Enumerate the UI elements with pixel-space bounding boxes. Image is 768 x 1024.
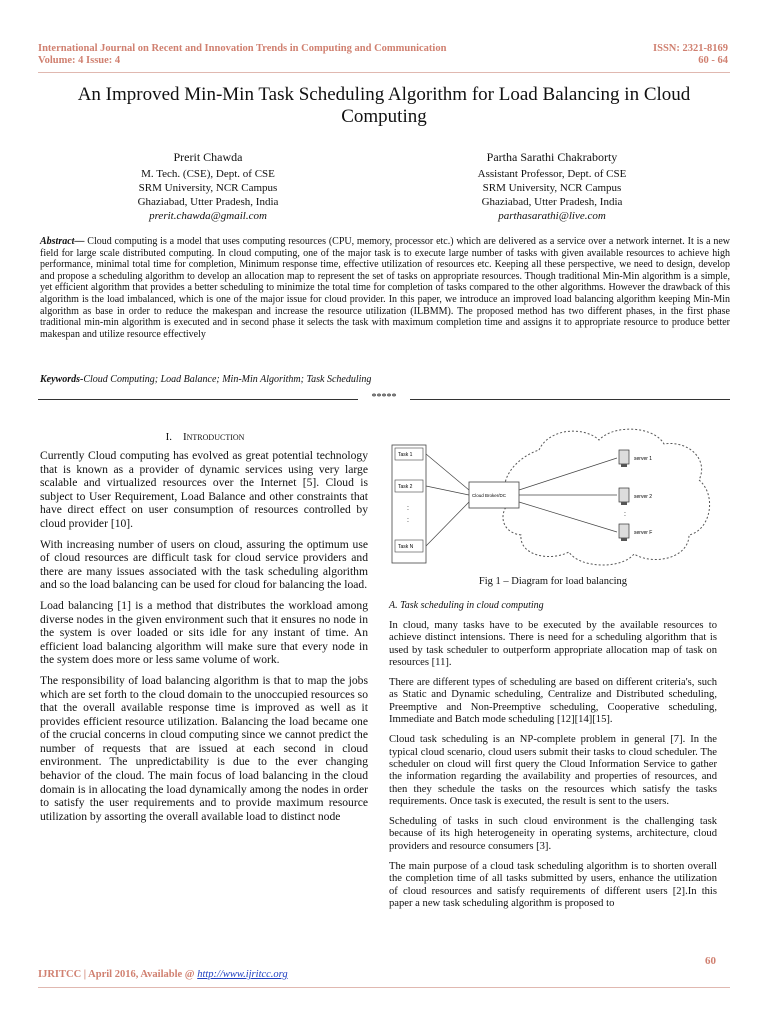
section-title: Introduction xyxy=(182,431,245,443)
author-affiliation: Assistant Professor, Dept. of CSE xyxy=(477,168,627,180)
divider-line-right xyxy=(410,399,730,400)
section-number: I. xyxy=(165,431,172,443)
load-balancing-diagram xyxy=(389,420,717,572)
broker-label: Cloud Broker/DC xyxy=(472,493,507,498)
connector-line xyxy=(426,502,469,546)
server-icon xyxy=(619,524,629,541)
abstract xyxy=(40,236,730,340)
footer-rule xyxy=(38,987,730,988)
abstract-text: Cloud computing is a model that uses computing resources (CPU, memory, processor etc.) which are delivered as a service over a network internet. It is a new field for large scale distributed computing. In cloud computing, one of the major task is to execute large number of tasks with given available resources to achieve high performance, minimal total time for completion, Minimum response time, effective utilization of resources etc. Keeping all these perspective, we need to design, develop and propose a scheduling algorithm to develop an allocation map to represent the set of tasks on appropriate resources. Though traditional Min-Min algorithm is a simple, yet efficient algorithm that provides a better scheduling to minimize the total time for completion of tasks compared to the other algorithms. However the drawback of this algorithm is the load imbalanced, which is one of the major issue for cloud provider. In this paper, we introduce an improved load balancing algorithm keeping Min-Min algorithm as base in order to reduce the makespan and increase the resource utilization (ILBMM). The proposed method has two different phases, in the first phase traditional min-min algorithm is executed and in second phase it selects the task with maximum completion time and assigns it to appropriate resource to produce better makespan and utilize resource effectively xyxy=(40,236,730,340)
task-label: Task 1 xyxy=(398,452,413,458)
paragraph: With increasing number of users on cloud, assuring the optimum use of cloud resources are difficult task for cloud service providers and there are many issues associated with the task scheduling algorithm and so the load balancing can be used for cloud for balancing the load. xyxy=(40,537,368,592)
subsection-heading: A. Task scheduling in cloud computing xyxy=(389,600,544,611)
author-affiliation: M. Tech. (CSE), Dept. of CSE xyxy=(141,168,275,180)
cloud-shape xyxy=(503,429,710,565)
connector-line xyxy=(426,486,469,495)
abstract-label: Abstract— xyxy=(40,236,85,247)
author-name: Partha Sarathi Chakraborty xyxy=(486,150,618,164)
task-label: Task N xyxy=(398,544,414,550)
paragraph: The responsibility of load balancing algorithm is that to map the jobs which are set forth to the cloud domain to the unoccupied resources so that the overall available response time is improved as well as it provides efficient resource utilization. Balancing the load became one of the crucial concerns in cloud computing since we cannot predict the number of requests that are issued at each second in cloud environment. The unpredictability is due to the ever changing behavior of the cloud. The main focus of load balancing in the cloud domain is in allocating the load dynamically among the nodes in order to satisfy the user requirements and to provide maximum resource utilization by assorting the overall available load to distinct node xyxy=(40,673,368,823)
author-email: prerit.chawda@gmail.com xyxy=(149,210,267,222)
journal-name: International Journal on Recent and Innovation Trends in Computing and Communication xyxy=(38,43,447,54)
author-email: parthasarathi@live.com xyxy=(498,210,606,222)
issn-block xyxy=(528,43,728,67)
paragraph: In cloud, many tasks have to be executed by the available resources to achieve distinct intensions. There is need for a scheduling algorithm that is used by task scheduler to outperform appropriate allocation map of task on resources [11]. xyxy=(389,620,717,668)
author-affiliation: SRM University, NCR Campus xyxy=(482,182,622,194)
paragraph: Scheduling of tasks in such cloud environment is the challenging task because of its high heterogeneity in operating systems, architecture, cloud providers and resource consumers [3]. xyxy=(389,816,717,852)
section-heading xyxy=(40,431,370,443)
right-column xyxy=(389,620,717,918)
footer-text: IJRITCC | April 2016, Available @ xyxy=(38,969,198,980)
keywords-label: Keywords- xyxy=(40,374,84,385)
paragraph: Currently Cloud computing has evolved as great potential technology that is known as a provider of dynamic services using very large scalable and virtualized resources over the Internet [5]. Cloud is subject to User Requirement, Load Balance and other constraints that have direct effect on user consumption of resources controlled by cloud provider [10]. xyxy=(40,449,368,530)
divider-stars: ***** xyxy=(371,392,397,403)
issn: ISSN: 2321-8169 xyxy=(653,43,728,54)
divider-line-left xyxy=(38,399,358,400)
ellipsis-dots: : xyxy=(407,505,409,512)
connector-line xyxy=(426,454,469,490)
paragraph: There are different types of scheduling are based on different criteria's, such as Static and Dynamic scheduling, Centralize and Distributed scheduling, Preemptive and Non-Preemptive scheduling, Cooperative scheduling, Immediate and Batch mode scheduling [12][14][15]. xyxy=(389,677,717,726)
section-divider xyxy=(38,392,730,403)
ellipsis-dots: : xyxy=(624,511,626,518)
paragraph: Load balancing [1] is a method that distributes the workload among diverse nodes in the given environment such that it ensures no node in the system is over loaded or sits idle for any instant of time. An efficient load balancing algorithm will make sure that every node in the system does more or less same volume of work. xyxy=(40,598,368,667)
keywords-text: Cloud Computing; Load Balance; Min-Min Algorithm; Task Scheduling xyxy=(83,374,372,385)
paper-title: An Improved Min-Min Task Scheduling Algorithm for Load Balancing in Cloud Computing xyxy=(77,84,691,127)
journal-header xyxy=(38,43,558,67)
server-label: server 1 xyxy=(634,456,653,462)
paragraph: Cloud task scheduling is an NP-complete problem in general [7]. In the typical cloud scenario, cloud users submit their tasks to cloud scheduler. The scheduler on cloud will first query the Cloud Information Service to gather the information regarding the availability and properties of resources, and then they schedule the tasks on the resources which satisfy the tasks requirements. Once task is executed, the result is sent to the users. xyxy=(389,734,717,807)
journal-volume: Volume: 4 Issue: 4 xyxy=(38,55,121,66)
connector-arrow xyxy=(519,502,617,532)
server-label: server F xyxy=(634,530,653,536)
ellipsis-dots: : xyxy=(407,517,409,524)
keywords xyxy=(40,374,730,385)
author-affiliation: Ghaziabad, Utter Pradesh, India xyxy=(137,196,279,208)
task-label: Task 2 xyxy=(398,484,413,490)
journal-link[interactable]: http://www.ijritcc.org xyxy=(197,969,288,980)
page-range: 60 - 64 xyxy=(698,55,728,66)
figure-caption: Fig 1 – Diagram for load balancing xyxy=(478,576,628,587)
server-icon xyxy=(619,450,629,467)
header-rule xyxy=(38,72,730,73)
paragraph: The main purpose of a cloud task scheduling algorithm is to shorten overall the completion time of all tasks submitted by users, enhance the utilization of cloud resources and satisfy requirements of different users [2].In this paper a new task scheduling algorithm is proposed to xyxy=(389,861,717,909)
author-affiliation: Ghaziabad, Utter Pradesh, India xyxy=(481,196,623,208)
left-column xyxy=(40,449,368,830)
author-1 xyxy=(88,150,328,223)
author-name: Prerit Chawda xyxy=(173,150,243,164)
author-affiliation: SRM University, NCR Campus xyxy=(138,182,278,194)
author-2 xyxy=(432,150,672,223)
server-label: server 2 xyxy=(634,494,653,500)
footer xyxy=(38,969,730,980)
server-icon xyxy=(619,488,629,505)
connector-arrow xyxy=(519,458,617,490)
page-number: 60 xyxy=(705,955,716,967)
